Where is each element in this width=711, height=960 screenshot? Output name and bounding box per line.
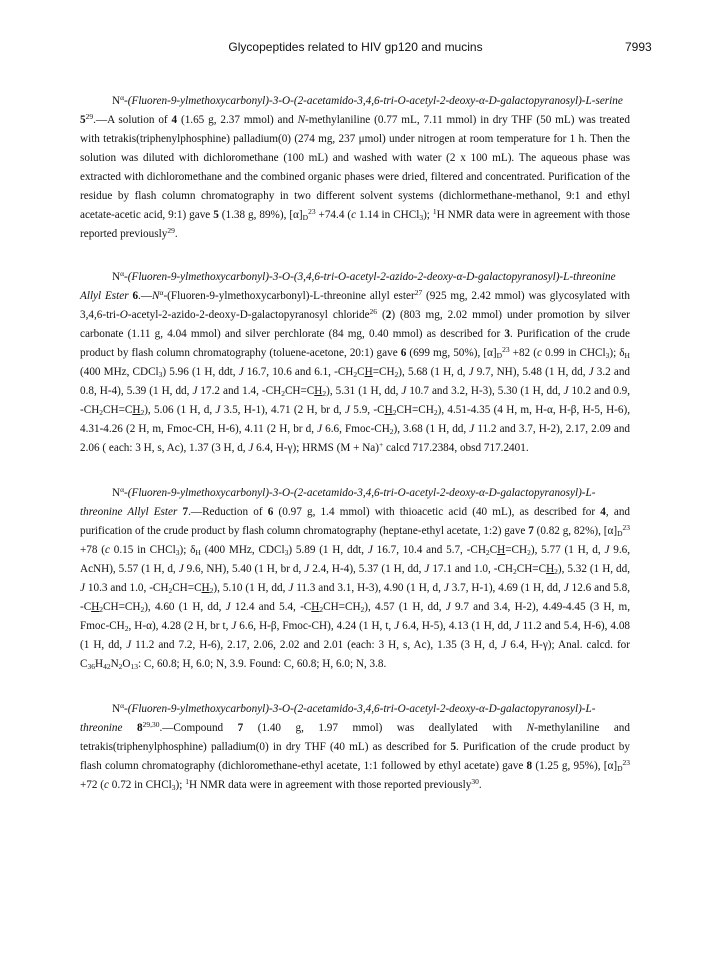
experimental-paragraph-compound-7: $N^\alpha-(Fluoren-9-ylmethoxycarbonyl)-3-O-(2-acetamido-3,4,6-tri-O-acetyl-2-deoxy-\alpha-D-galactopyranosyl)-L$-threonine Allyl Ester 7.—Reduction of 6 (0.97 g, 1.4 mmol) with thioacetic acid (40 mL), as described for 4, and purification of the crude product by flash column chromatography (heptane-ethyl acetate, 1:2) gave 7 (0.82 g, 82%), $[\alpha]_D^{23} +78$ (c 0.15 in CHCl$_3$); $\delta_H$ (400 MHz, CDCl$_3$) 5.89 (1 H, ddt, J 16.7, 10.4 and 5.7, $-CH_2CH=CH_2$), 5.77 (1 H, d, J 9.6, AcNH), 5.57 (1 H, d, J 9.6, NH), 5.40 (1 H, br d, J 2.4, H-4), 5.37 (1 H, dd, J 17.1 and 1.0, $-CH_2CH=CH_2$), 5.32 (1 H, dd, J 10.3 and 1.0, $-CH_2CH=CH_2$), 5.10 (1 H, dd, J 11.3 and 3.1, H-3), 4.90 (1 H, d, J 3.7, H-1), 4.69 (1 H, dd, J 12.6 and 5.8, $-CH_2CH=CH_2$), 4.60 (1 H, dd, J 12.4 and 5.4, $-CH_2CH=CH_2$), 4.57 (1 H, dd, J 9.7 and 3.4, H-2), 4.49-4.45 (3 H, m, Fmoc-$CH_2$, H-α), 4.28 (2 H, br t, J 6.6, H-β, Fmoc-CH), 4.24 (1 H, t, J 6.4, H-5), 4.13 (1 H, dd, J 11.2 and 5.4, H-6), 4.08 (1 H, dd, J 11.2 and 7.2, H-6), 2.17, 2.06, 2.02 and 2.01 (each: 3 H, s, Ac), 1.35 (3 H, d, J 6.4, H-γ); Anal. calcd. for $C_{36}H_{42}N_2O_{13}$: C, 60.8; H, 6.0; N, 3.9. Found: C, 60.8; H, 6.0; N, 3.8. (80, 485, 631, 671)
body-text (80, 92, 630, 819)
page-header (0, 40, 711, 60)
running-title: Glycopeptides related to HIV gp120 and mucins (228, 40, 483, 54)
page-number: 7993 (625, 40, 652, 54)
experimental-paragraph-compound-6: $N^\alpha-(Fluoren-9-ylmethoxycarbonyl)-3-O-(3,4,6-tri-O-acetyl-2-azido-2-deoxy-\alpha-D-galactopyranosyl)-L$-threonine Allyl Ester $6.—N^\alpha-(Fluoren-9-ylmethoxycarbonyl)-L$-threonine allyl ester$^{27}$ (925 mg, 2.42 mmol) was glycosylated with 3,4,6-tri-O-acetyl-2-azido-2-deoxy-D-galactopyranosyl chloride$^{26}$ (2) (803 mg, 2.02 mmol) under promotion by silver carbonate (1.11 g, 4.04 mmol) and silver perchlorate (84 mg, 0.40 mmol) as described for 3. Purification of the crude product by flash column chromatography (toluene-acetone, 20:1) gave 6 (699 mg, 50%), $[\alpha]_D^{23} +82$ (c 0.99 in CHCl$_3$); $\delta_H$ (400 MHz, CDCl$_3$) 5.96 (1 H, ddt, J 16.7, 10.6 and 6.1, $-CH_2CH=CH_2$), 5.68 (1 H, d, J 9.7, NH), 5.48 (1 H, dd, J 3.2 and 0.8, H-4), 5.39 (1 H, dd, J 17.2 and 1.4, $-CH_2CH=CH_2$), 5.31 (1 H, dd, J 10.7 and 3.2, H-3), 5.30 (1 H, dd, J 10.2 and 0.9, $-CH_2CH=CH_2$), 5.06 (1 H, d, J 3.5, H-1), 4.71 (2 H, br d, J 5.9, $-CH_2CH=CH_2$), 4.51-4.35 (4 H, m, H-α, H-β, H-5, H-6), 4.31-4.26 (2 H, m, Fmoc-CH, H-6), 4.11 (2 H, br d, J 6.6, Fmoc-$CH_2$), 3.68 (1 H, dd, J 11.2 and 3.7, H-2), 2.17, 2.09 and 2.06 ( each: 3 H, s, Ac), 1.37 (3 H, d, J 6.4, H-γ); HRMS (M + Na)+ calcd 717.2384, obsd 717.2401. (80, 269, 631, 454)
experimental-paragraph-compound-5: $N^\alpha-(Fluoren-9-ylmethoxycarbonyl)-3-O-(2-acetamido-3,4,6-tri-O-acetyl-2-deoxy-\alpha-D-galactopyranosyl)-L$-serine $5^{29}.—A$ solution of 4 (1.65 g, 2.37 mmol) and N-methylaniline (0.77 mL, 7.11 mmol) in dry THF (50 mL) was treated with tetrakis(triphenylphosphine) palladium(0) (274 mg, 237 μmol) under nitrogen at room temperature for 1 h. Then the solution was diluted with dichloromethane (100 mL) and washed with water (2 x 100 mL). The aqueous phase was extracted with dichloromethane and the combined organic phases were dried, filtered and concentrated. Purification of the residue by flash column chromatography in two different solvent systems (dichlormethane-methanol, 9:1 and ethyl acetate-acetic acid, 9:1) gave 5 (1.38 g, 89%), $[\alpha]_D^{23} +74.4$ (c 1.14 in CHCl$_3$); $^1$H NMR data were in agreement with those reported previously$^{29}$. (80, 93, 630, 240)
experimental-paragraph-compound-8: $N^\alpha-(Fluoren-9-ylmethoxycarbonyl)-3-O-(2-acetamido-3,4,6-tri-O-acetyl-2-deoxy-\alpha-D-galactopyranosyl)-L$-threonine 8$^{29,30}$.—Compound 7 (1.40 g, 1.97 mmol) was deallylated with N-methylaniline and tetrakis(triphenylphosphine) palladium(0) in dry THF (40 mL) as described for 5. Purification of the crude product by flash column chromatography (dichloromethane-ethyl acetate, 1:1 followed by ethyl acetate) gave 8 (1.25 g, 95%), $[\alpha]_D^{23} +72$ (c 0.72 in CHCl$_3$); $^1$H NMR data were in agreement with those reported previously$^{30}$. (80, 701, 630, 792)
